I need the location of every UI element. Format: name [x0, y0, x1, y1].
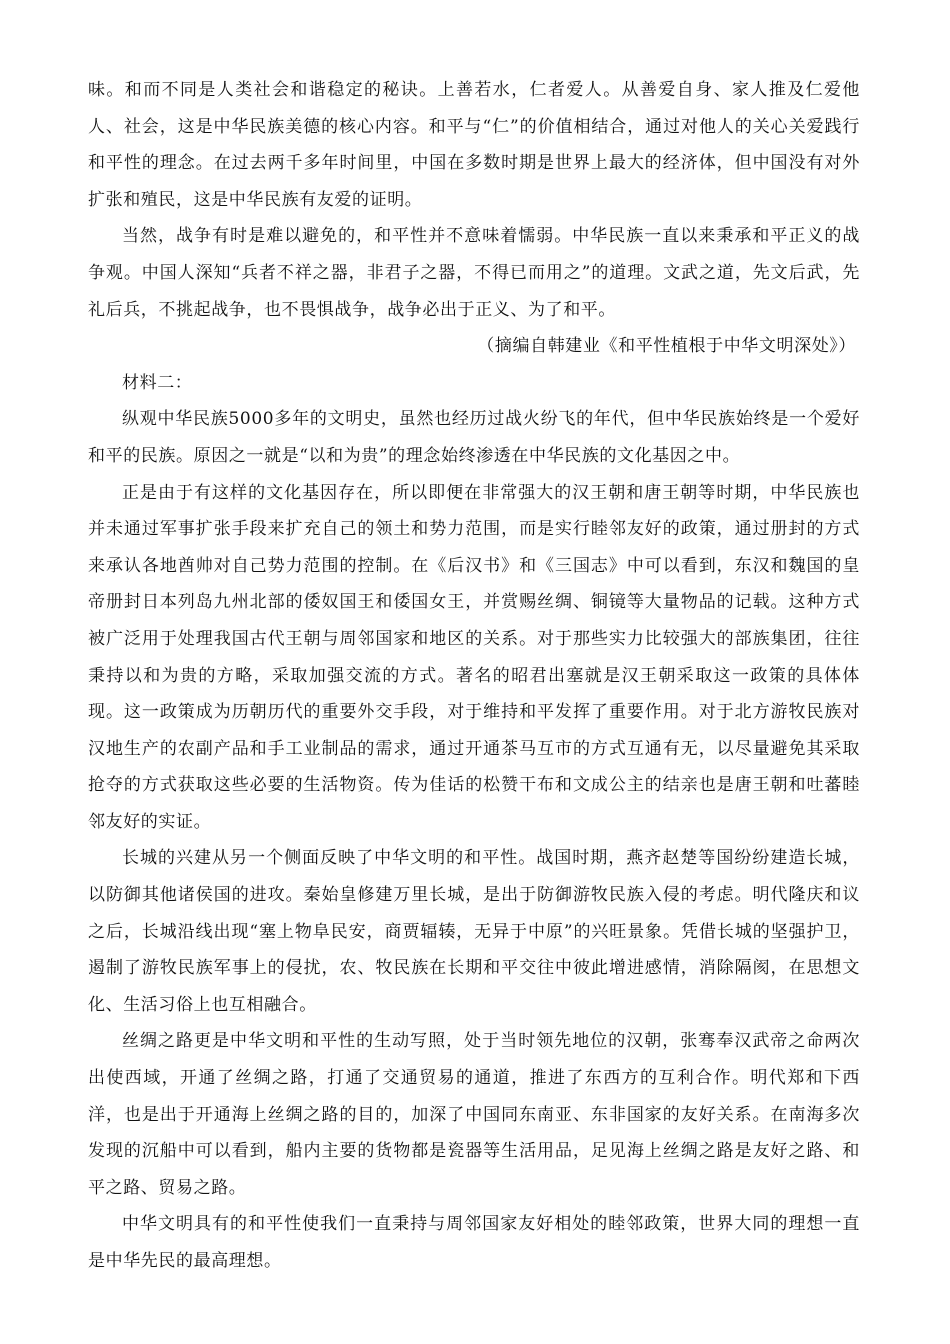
- source-citation: （摘编自韩建业《和平性植根于中华文明深处》）: [477, 336, 856, 357]
- paragraph-7: 中华文明具有的和平性使我们一直秉持与周邻国家友好相处的睦邻政策，世界大同的理想一直是中华先民的最高理想。: [88, 1214, 860, 1271]
- paragraph-6: 丝绸之路更是中华文明和平性的生动写照，处于当时领先地位的汉朝，张骞奉汉武帝之命两次出使西域，开通了丝绸之路，打通了交通贸易的通道，推进了东西方的互利合作。明代郑和下西洋，也是出于开通海上丝绸之路的目的，加深了中国同东南亚、东非国家的友好关系。在南海多次发现的沉船中可以看到，船内主要的货物都是瓷器等生活用品，足见海上丝绸之路是友好之路、和平之路、贸易之路。: [88, 1031, 860, 1198]
- paragraph-4: 正是由于有这样的文化基因存在，所以即便在非常强大的汉王朝和唐王朝等时期，中华民族也并未通过军事扩张手段来扩充自己的领土和势力范围，而是实行睦邻友好的政策，通过册封的方式来承认各地酋帅对自己势力范围的控制。在《后汉书》和《三国志》中可以看到，东汉和魏国的皇帝册封日本列岛九州北部的倭奴国王和倭国女王，并赏赐丝绸、铜镜等大量物品的记载。这种方式被广泛用于处理我国古代王朝与周邻国家和地区的关系。对于那些实力比较强大的部族集团，往往秉持以和为贵的方略，采取加强交流的方式。著名的昭君出塞就是汉王朝采取这一政策的具体体现。这一政策成为历朝历代的重要外交手段，对于维持和平发挥了重要作用。对于北方游牧民族对汉地生产的农副产品和手工业制品的需求，通过开通茶马互市的方式互通有无，以尽量避免其采取抢夺的方式获取这些必要的生活物资。传为佳话的松赞干布和文成公主的结亲也是唐王朝和吐蕃睦邻友好的实证。: [88, 482, 860, 832]
- material-two-heading: 材料二：: [122, 372, 193, 393]
- paragraph-3: 纵观中华民族5000多年的文明史，虽然也经历过战火纷飞的年代，但中华民族始终是一个爱好和平的民族。原因之一就是“以和为贵”的理念始终渗透在中华民族的文化基因之中。: [88, 409, 860, 466]
- paragraph-1: 味。和而不同是人类社会和谐稳定的秘诀。上善若水，仁者爱人。从善爱自身、家人推及仁爱他人、社会，这是中华民族美德的核心内容。和平与“仁”的价值相结合，通过对他人的关心关爱践行和平性的理念。在过去两千多年时间里，中国在多数时期是世界上最大的经济体，但中国没有对外扩张和殖民，这是中华民族有友爱的证明。: [88, 80, 860, 210]
- paragraph-5: 长城的兴建从另一个侧面反映了中华文明的和平性。战国时期，燕齐赵楚等国纷纷建造长城，以防御其他诸侯国的进攻。秦始皇修建万里长城，是出于防御游牧民族入侵的考虑。明代隆庆和议之后，长城沿线出现“塞上物阜民安，商贾辐辏，无异于中原”的兴旺景象。凭借长城的坚强护卫，遏制了游牧民族军事上的侵扰，农、牧民族在长期和平交往中彼此增进感情，消除隔阂，在思想文化、生活习俗上也互相融合。: [88, 848, 860, 1015]
- document-page: [88, 72, 860, 1280]
- paragraph-2: 当然，战争有时是难以避免的，和平性并不意味着懦弱。中华民族一直以来秉承和平正义的战争观。中国人深知“兵者不祥之器，非君子之器，不得已而用之”的道理。文武之道，先文后武，先礼后兵，不挑起战争，也不畏惧战争，战争必出于正义、为了和平。: [88, 226, 860, 320]
